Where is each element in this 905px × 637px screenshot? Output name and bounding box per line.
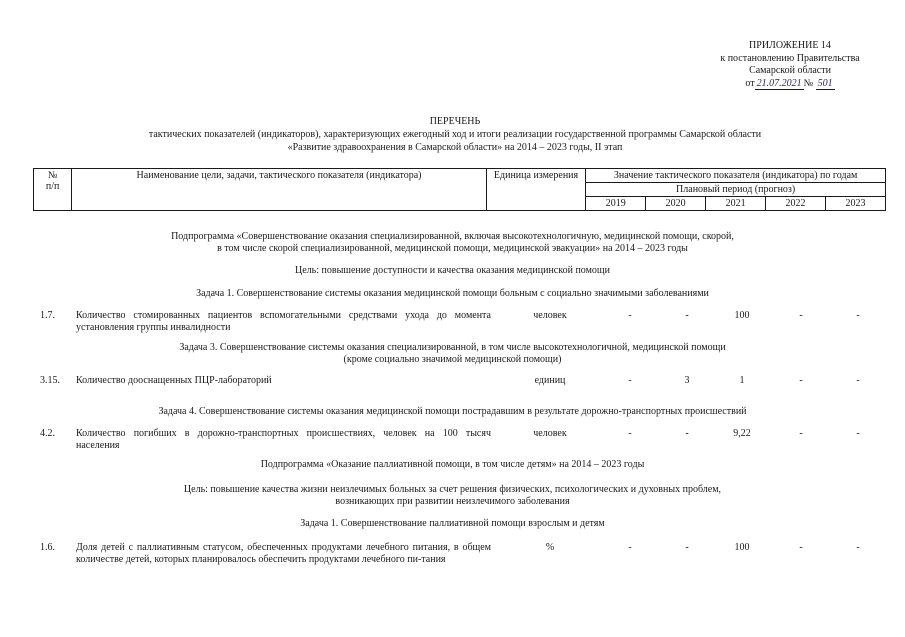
row-value-2022: - <box>799 375 803 386</box>
row-value-2023: - <box>856 375 860 386</box>
row-value-2020: - <box>685 310 689 321</box>
row-number: 1.6. <box>40 542 55 553</box>
row-value-2019: - <box>628 542 632 553</box>
row-value-2020: 3 <box>684 375 690 386</box>
row-name: Количество погибших в дорожно-транспортных происшествиях, человек на 100 тысяч населения <box>76 428 491 451</box>
header-num: № п/п <box>34 169 72 211</box>
row-number: 1.7. <box>40 310 55 321</box>
annex-title: ПРИЛОЖЕНИЕ 14 <box>749 40 831 51</box>
task-4-heading: Задача 4. Совершенствование системы оказания медицинской помощи пострадавшим в результате дорожно-транспортных происшествий <box>158 406 747 417</box>
date-prefix: от <box>745 77 755 89</box>
number-prefix: № <box>803 77 814 89</box>
document-subtitle-line-1: тактических показателей (индикаторов), характеризующих ежегодный ход и итоги реализации государственной программы Самарской области <box>148 129 762 140</box>
task-3-heading-line-1: Задача 3. Совершенствование системы оказания специализированной, в том числе высокотехнологичной, медицинской помощи <box>179 342 726 353</box>
row-value-2020: - <box>685 428 689 439</box>
row-number: 3.15. <box>40 375 60 386</box>
row-unit: % <box>545 542 555 553</box>
header-unit: Единица измерения <box>486 169 585 211</box>
annex-date-line <box>690 78 890 91</box>
indicators-table-header <box>33 168 886 211</box>
goal-2-line-2: возникающих при развитии неизлечимого заболевания <box>335 496 570 507</box>
number-value: 501 <box>817 77 833 89</box>
row-name: Доля детей с паллиативным статусом, обеспеченных продуктами лечебного питания, в общем количестве детей, которых планировалось обеспечить продуктами лечебного пи-тания <box>76 542 491 565</box>
row-value-2021: 100 <box>734 542 750 553</box>
row-value-2023: - <box>856 310 860 321</box>
goal-2-line-1: Цель: повышение качества жизни неизлечимых больных за счет решения физических, психологических и духовных проблем, <box>183 484 722 495</box>
annex-line-1: к постановлению Правительства <box>720 52 860 64</box>
document-title-block <box>60 115 850 154</box>
document-title: ПЕРЕЧЕНЬ <box>429 116 481 127</box>
row-value-2020: - <box>685 542 689 553</box>
row-value-2021: 100 <box>734 310 750 321</box>
date-value: 21.07.2021 <box>756 77 802 89</box>
row-value-2023: - <box>856 542 860 553</box>
header-value-group: Значение тактического показателя (индикатора) по годам <box>586 169 886 183</box>
header-year: 2019 <box>586 197 646 211</box>
row-unit: человек <box>533 310 567 321</box>
header-year: 2021 <box>706 197 766 211</box>
row-value-2021: 1 <box>739 375 745 386</box>
row-value-2019: - <box>628 428 632 439</box>
row-unit: единиц <box>534 375 566 386</box>
row-value-2021: 9,22 <box>733 428 751 439</box>
document-subtitle-line-2: «Развитие здравоохранения в Самарской области» на 2014 – 2023 годы, II этап <box>287 142 623 153</box>
subprogram-1-line-1: Подпрограмма «Совершенствование оказания специализированной, включая высокотехнологичную, медицинской помощи, скорой, <box>171 231 734 242</box>
annex-line-2: Самарской области <box>749 65 831 76</box>
row-value-2022: - <box>799 542 803 553</box>
header-year: 2022 <box>766 197 826 211</box>
task-1-heading: Задача 1. Совершенствование системы оказания медицинской помощи больным с социально значимыми заболеваниями <box>196 288 709 299</box>
row-value-2019: - <box>628 310 632 321</box>
row-unit: человек <box>533 428 567 439</box>
subprogram-1-line-2: в том числе скорой специализированной, медицинской помощи, медицинской эвакуации» на 2014 – 2023 годы <box>217 243 688 254</box>
task-3-heading-line-2: (кроме социально значимой медицинской помощи) <box>343 354 562 365</box>
row-value-2022: - <box>799 310 803 321</box>
row-value-2019: - <box>628 375 632 386</box>
row-number: 4.2. <box>40 428 55 439</box>
goal-1: Цель: повышение доступности и качества оказания медицинской помощи <box>295 265 610 276</box>
annex-block <box>690 40 890 90</box>
row-value-2023: - <box>856 428 860 439</box>
row-name: Количество дооснащенных ПЦР-лабораторий <box>76 375 272 386</box>
header-plan-period: Плановый период (прогноз) <box>586 183 886 197</box>
header-year: 2020 <box>646 197 706 211</box>
task-palliative-1-heading: Задача 1. Совершенствование паллиативной помощи взрослым и детям <box>300 518 605 529</box>
row-value-2022: - <box>799 428 803 439</box>
subprogram-2: Подпрограмма «Оказание паллиативной помощи, в том числе детям» на 2014 – 2023 годы <box>260 459 645 470</box>
header-name: Наименование цели, задачи, тактического показателя (индикатора) <box>72 169 487 211</box>
row-name: Количество стомированных пациентов вспомогательными средствами ухода до момента установления группы инвалидности <box>76 310 491 333</box>
header-year: 2023 <box>826 197 886 211</box>
